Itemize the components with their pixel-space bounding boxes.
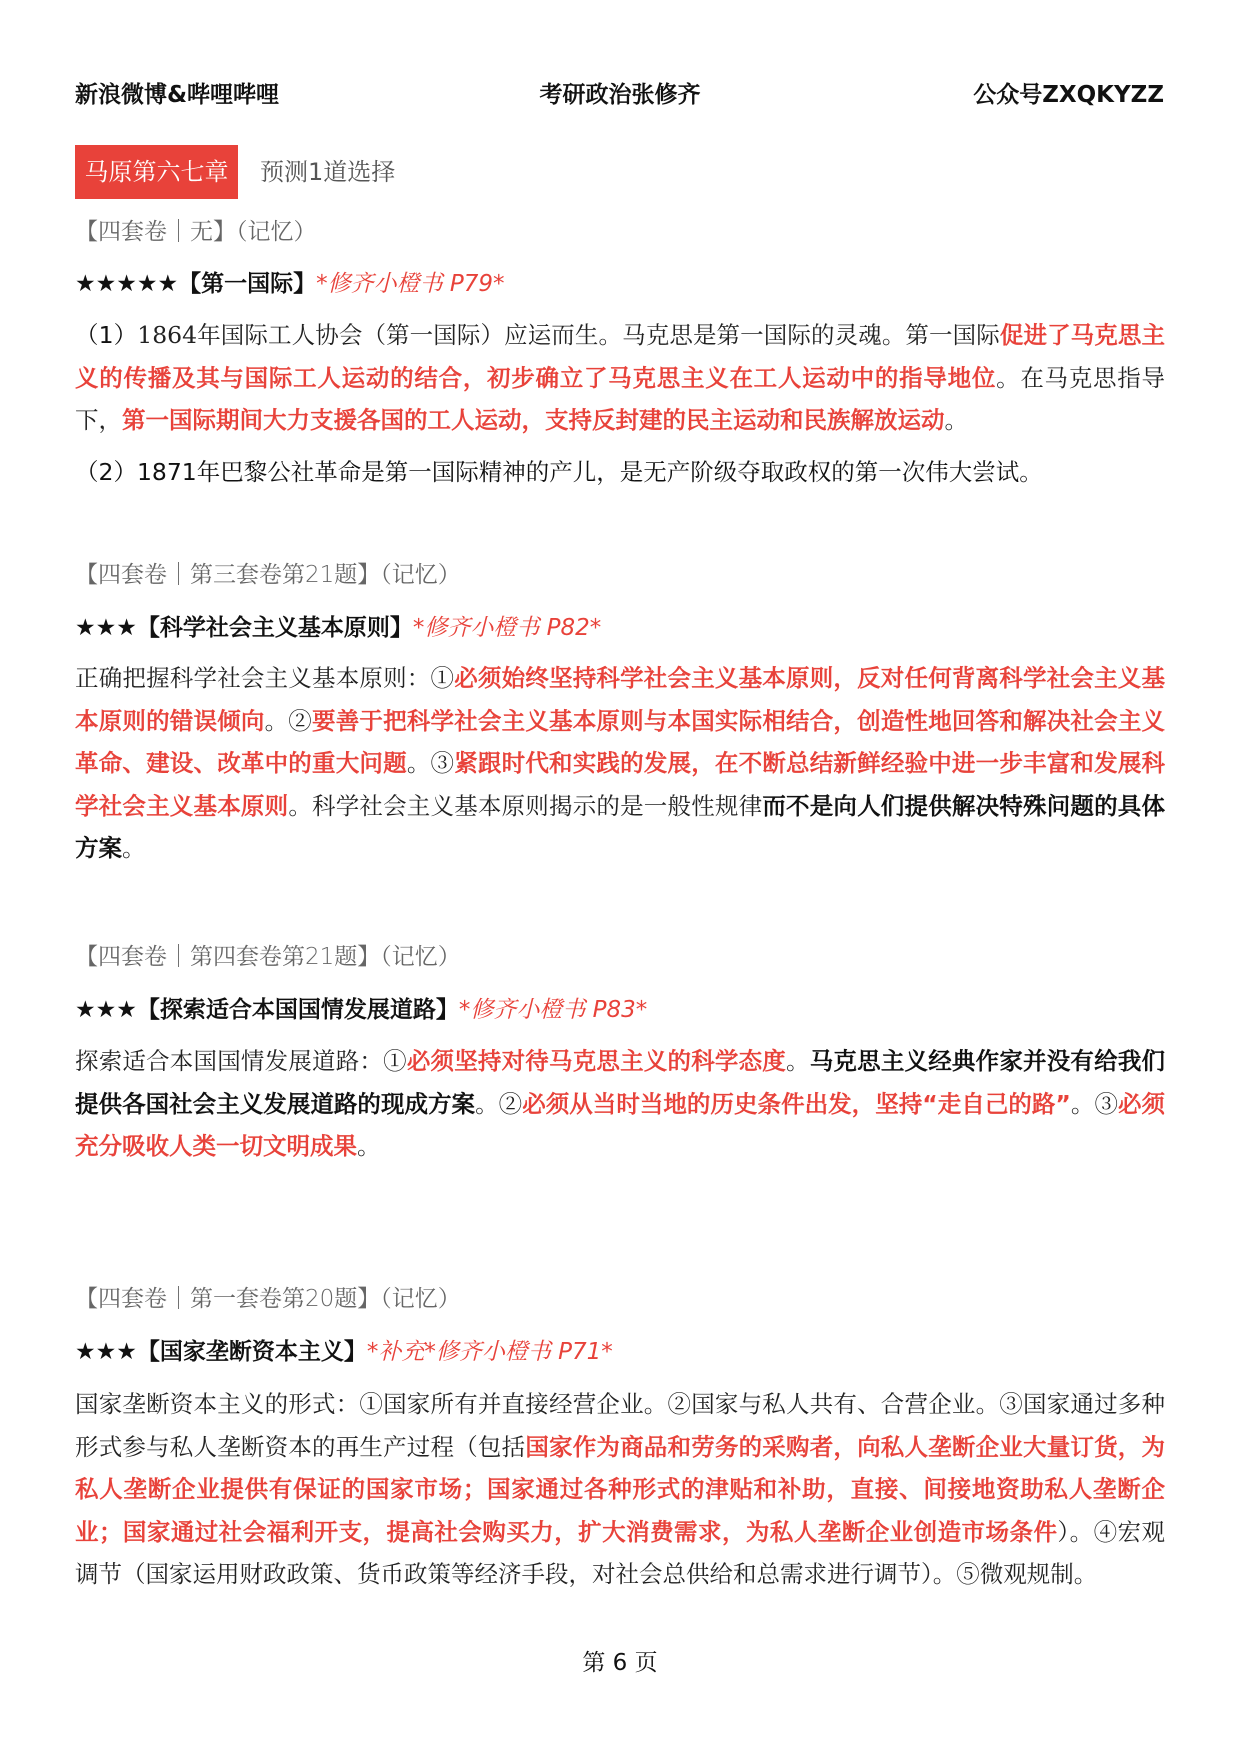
section-title: 【第一国际】 bbox=[178, 271, 317, 297]
book-reference: *补充*修齐小橙书 P71* bbox=[366, 1339, 613, 1365]
body-text: 。③ bbox=[406, 749, 455, 777]
section-title-line bbox=[75, 1333, 613, 1366]
header-left: 新浪微博&哔哩哔哩 bbox=[75, 82, 280, 108]
section-source: 【四套卷｜第四套卷第21题】（记忆） bbox=[75, 944, 461, 970]
header-right: 公众号ZXQKYZZ bbox=[973, 82, 1164, 108]
highlight-text: 第一国际期间大力支援各国的工人运动，支持反封建的民主运动和民族解放运动 bbox=[122, 406, 945, 434]
section-title: 【科学社会主义基本原则】 bbox=[136, 615, 413, 641]
paragraph bbox=[75, 1383, 1165, 1596]
highlight-text: 促进了马克思主义的传播及其与国际工人运动的结合，初步确立了马克思主义在工人运动中的指导地位 bbox=[75, 321, 1166, 392]
star-rating: ★★★ bbox=[75, 1339, 137, 1365]
paragraph bbox=[75, 1040, 1165, 1168]
body-text: 。科学社会主义基本原则揭示的是一般性规律 bbox=[288, 791, 763, 820]
body-text: 。 bbox=[944, 406, 968, 434]
body-text: 。 bbox=[786, 1047, 810, 1075]
body-text: 1864年国际工人协会（第一国际）应运而生。马克思是第一国际的灵魂。第一国际 bbox=[137, 321, 1000, 349]
star-rating: ★★★ bbox=[75, 997, 137, 1023]
book-reference: *修齐小橙书 P79* bbox=[316, 271, 505, 297]
section-source: 【四套卷｜第三套卷第21题】（记忆） bbox=[75, 562, 461, 588]
section-title: 【探索适合本国国情发展道路】 bbox=[136, 997, 459, 1023]
body-text: （1） bbox=[75, 321, 138, 349]
body-text: ）。④宏观调节（国家运用财政政策、货币政策等经济手段，对社会总供给和总需求进行调节）。⑤微观规制。 bbox=[75, 1517, 1166, 1588]
body-text: 。 bbox=[357, 1132, 381, 1160]
section-title-line bbox=[75, 991, 647, 1024]
bold-text: 而不是向人们提供解决特殊问题的具体方案 bbox=[75, 791, 1166, 862]
bold-text: 马克思主义经典作家并没有给我们提供各国社会主义发展道路的现成方案 bbox=[75, 1047, 1166, 1118]
book-reference: *修齐小橙书 P83* bbox=[458, 997, 648, 1023]
section-source: 【四套卷｜第一套卷第20题】（记忆） bbox=[75, 1286, 461, 1312]
paragraph bbox=[75, 657, 1165, 870]
body-text: 正确把握科学社会主义基本原则：① bbox=[75, 664, 455, 692]
highlight-text: 要善于把科学社会主义基本原则与本国实际相结合，创造性地回答和解决社会主义革命、建设、改革中的重大问题 bbox=[75, 706, 1166, 777]
page-number: 第 6 页 bbox=[582, 1650, 658, 1676]
paragraph bbox=[75, 451, 1165, 494]
highlight-text: 必须从当时当地的历史条件出发，坚持“走自己的路” bbox=[522, 1089, 1071, 1118]
highlight-text: 必须充分吸收人类一切文明成果 bbox=[75, 1089, 1166, 1160]
highlight-text: 紧跟时代和实践的发展，在不断总结新鲜经验中进一步丰富和发展科学社会主义基本原则 bbox=[75, 749, 1166, 820]
header-center: 考研政治张修齐 bbox=[539, 82, 701, 108]
body-text: 。③ bbox=[1070, 1089, 1118, 1118]
chapter-note: 预测1道选择 bbox=[260, 158, 396, 186]
section-source: 【四套卷｜无】（记忆） bbox=[75, 219, 317, 245]
highlight-text: 必须始终坚持科学社会主义基本原则，反对任何背离科学社会主义基本原则的错误倾向 bbox=[75, 664, 1166, 735]
body-text: 探索适合本国国情发展道路：① bbox=[75, 1047, 407, 1075]
highlight-text: 必须坚持对待马克思主义的科学态度 bbox=[406, 1047, 787, 1075]
body-text: 国家垄断资本主义的形式：①国家所有并直接经营企业。②国家与私人共有、合营企业。③国家通过多种形式参与私人垄断资本的再生产过程（包括 bbox=[75, 1390, 1165, 1461]
body-text: 。 bbox=[122, 834, 146, 862]
body-text: 。② bbox=[475, 1089, 523, 1118]
star-rating: ★★★★★ bbox=[75, 271, 179, 297]
book-reference: *修齐小橙书 P82* bbox=[412, 615, 602, 641]
star-rating: ★★★ bbox=[75, 615, 137, 641]
section-title-line bbox=[75, 265, 505, 298]
body-text: 。② bbox=[264, 706, 313, 735]
paragraph bbox=[75, 314, 1165, 442]
section-title: 【国家垄断资本主义】 bbox=[136, 1339, 367, 1365]
section-title-line bbox=[75, 609, 601, 642]
highlight-text: 国家作为商品和劳务的采购者，向私人垄断企业大量订货，为私人垄断企业提供有保证的国家市场；国家通过各种形式的津贴和补助，直接、间接地资助私人垄断企业；国家通过社会福利开支，提高社会购买力，扩大消费需求，为私人垄断企业创造市场条件 bbox=[75, 1432, 1166, 1546]
chapter-tag: 马原第六七章 bbox=[75, 145, 238, 199]
body-text: 。在马克思指导下， bbox=[75, 363, 1166, 434]
body-text: （2）1871年巴黎公社革命是第一国际精神的产儿，是无产阶级夺取政权的第一次伟大尝试。 bbox=[75, 458, 1043, 486]
